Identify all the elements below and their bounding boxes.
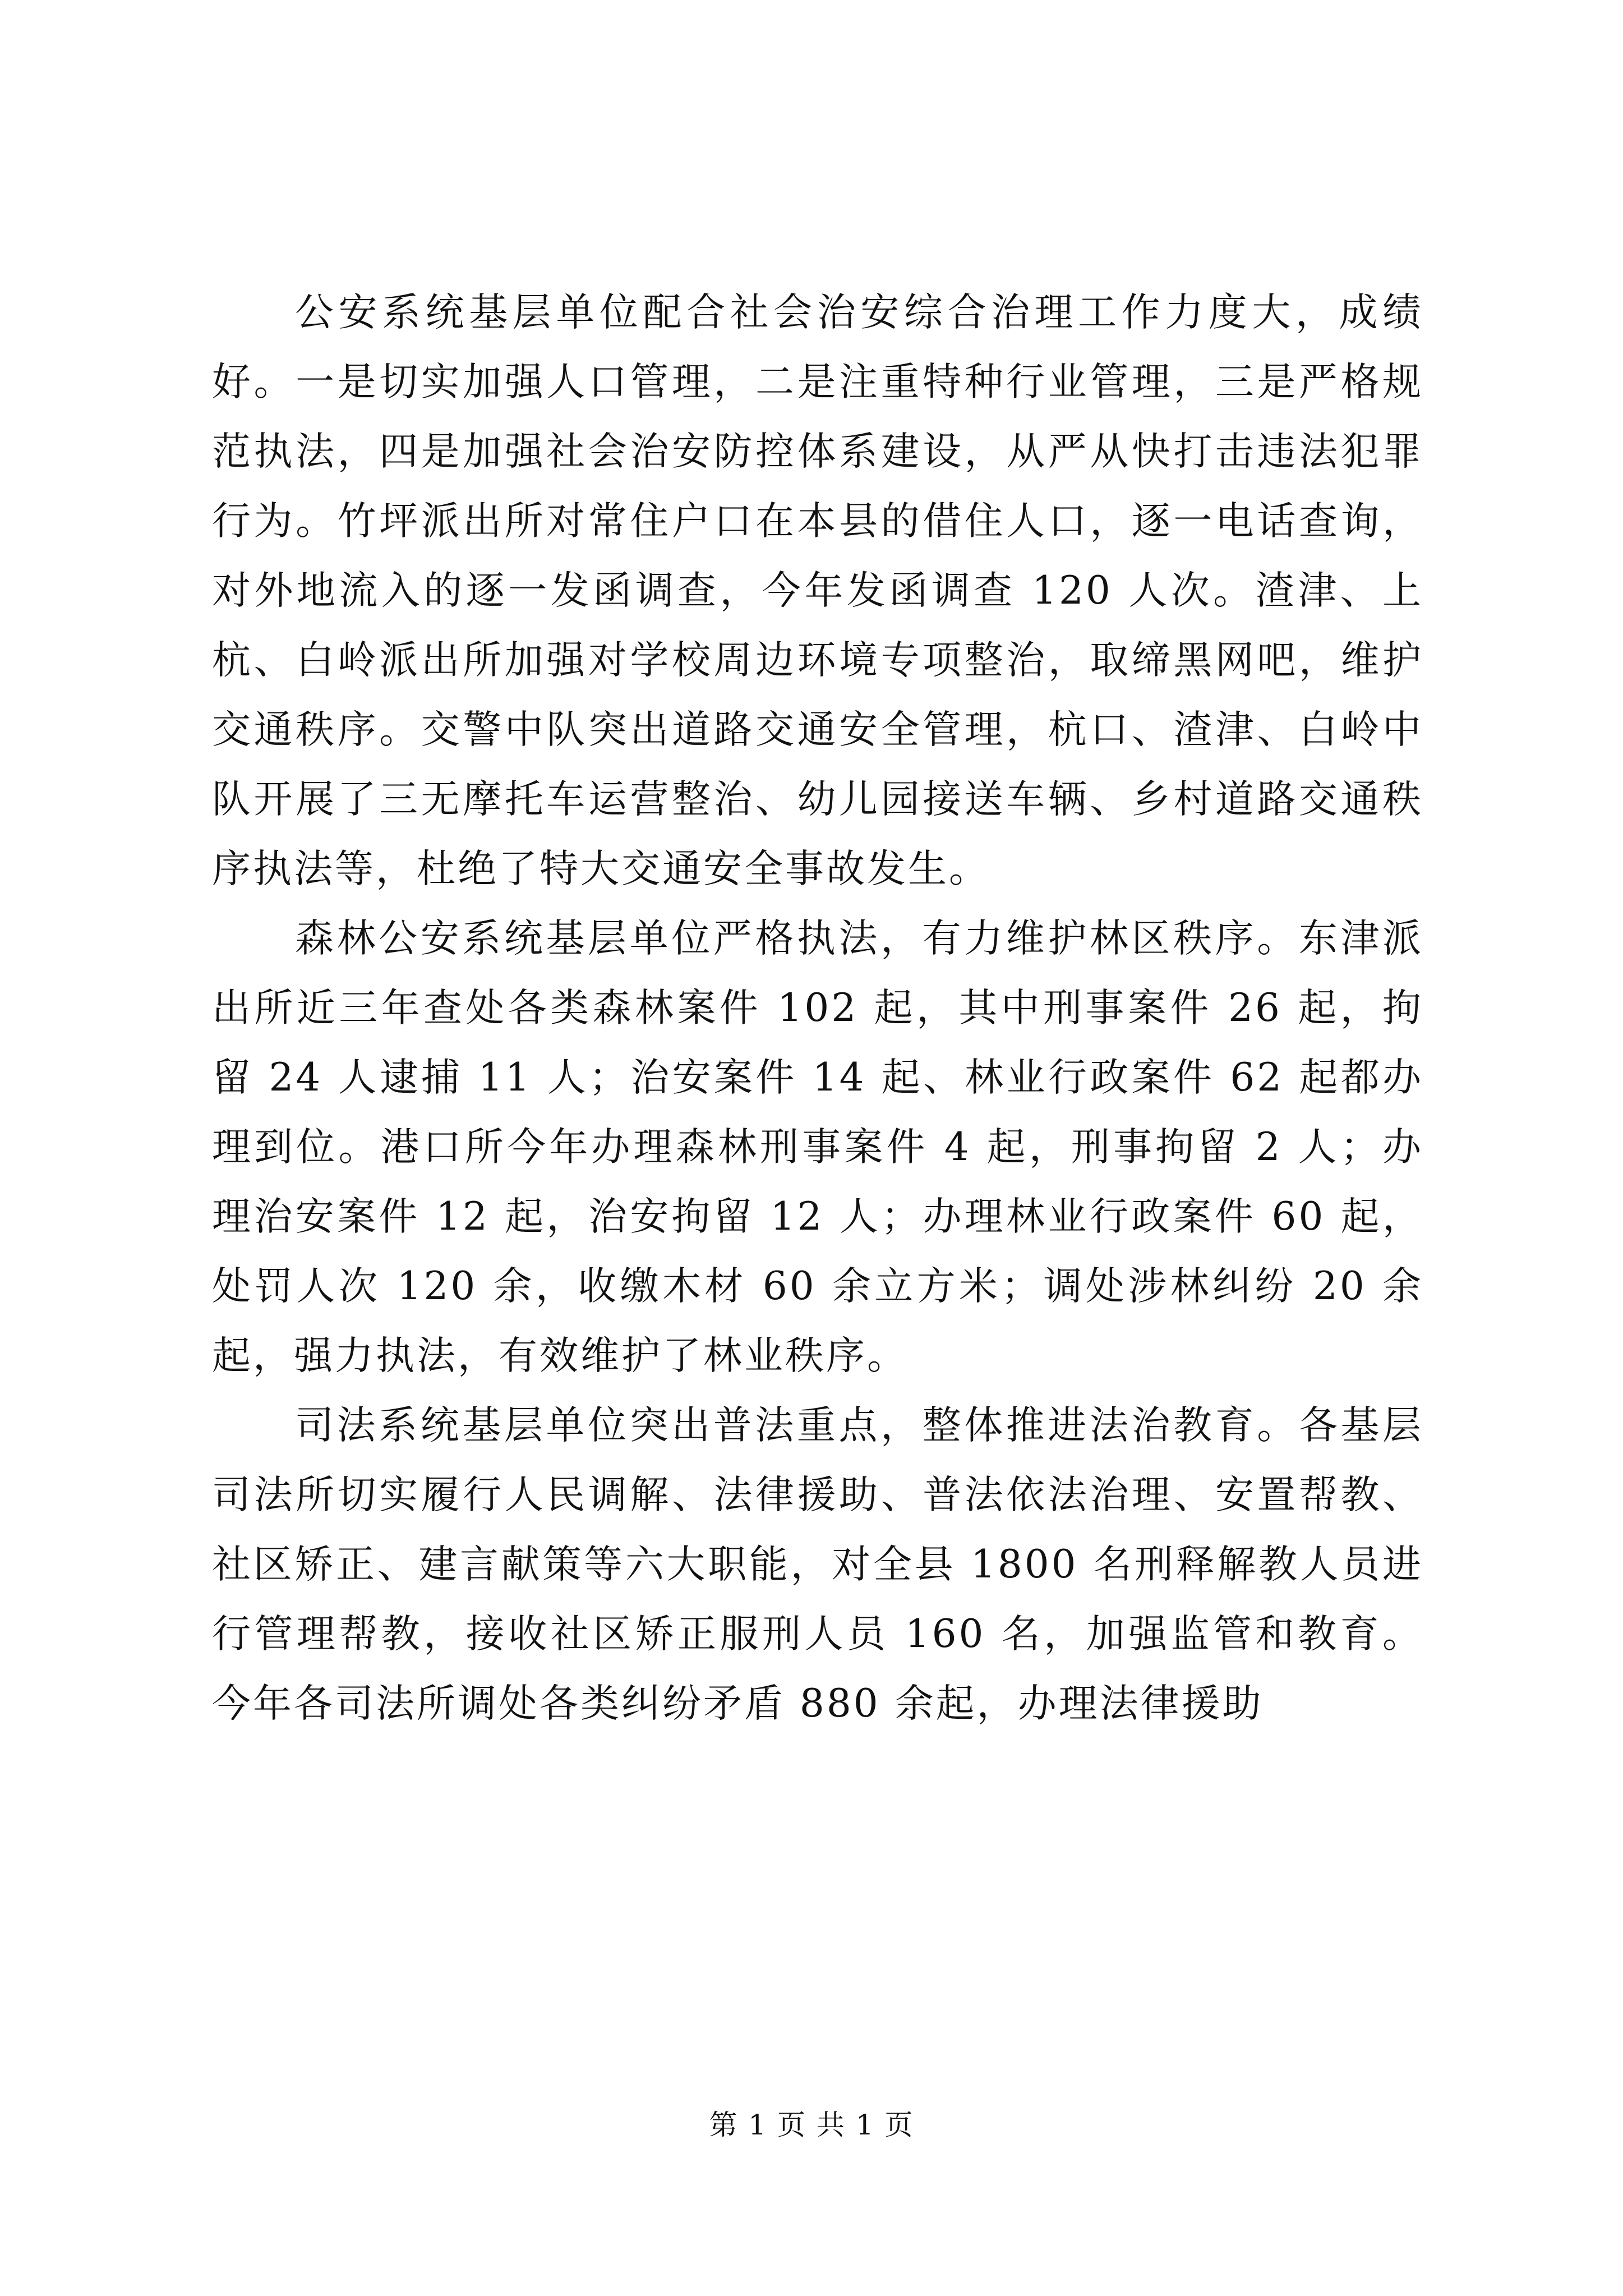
document-body: [212, 278, 1423, 1738]
paragraph-public-security: 公安系统基层单位配合社会治安综合治理工作力度大，成绩好。一是切实加强人口管理，二是注重特种行业管理，三是严格规范执法，四是加强社会治安防控体系建设，从严从快打击违法犯罪行为。竹坪派出所对常住户口在本县的借住人口，逐一电话查询，对外地流入的逐一发函调查，今年发函调查 120 人次。渣津、上杭、白岭派出所加强对学校周边环境专项整治，取缔黑网吧，维护交通秩序。交警中队突出道路交通安全管理，杭口、渣津、白岭中队开展了三无摩托车运营整治、幼儿园接送车辆、乡村道路交通秩序执法等，杜绝了特大交通安全事故发生。: [212, 290, 1423, 891]
paragraph-judicial: 司法系统基层单位突出普法重点，整体推进法治教育。各基层司法所切实履行人民调解、法律援助、普法依法治理、安置帮教、社区矫正、建言献策等六大职能，对全县 1800 名刑释解教人员进行管理帮教，接收社区矫正服刑人员 160 名，加强监管和教育。今年各司法所调处各类纠纷矛盾 880 余起，办理法律援助: [212, 1403, 1423, 1726]
page-footer: 第 1 页 共 1 页: [709, 2109, 914, 2141]
paragraph-forest-police: 森林公安系统基层单位严格执法，有力维护林区秩序。东津派出所近三年查处各类森林案件 102 起，其中刑事案件 26 起，拘留 24 人逮捕 11 人；治安案件 14 起、林业行政案件 62 起都办理到位。港口所今年办理森林刑事案件 4 起，刑事拘留 2 人；办理治安案件 12 起，治安拘留 12 人；办理林业行政案件 60 起，处罚人次 120 余，收缴木材 60 余立方米；调处涉林纠纷 20 余起，强力执法，有效维护了林业秩序。: [212, 916, 1423, 1378]
